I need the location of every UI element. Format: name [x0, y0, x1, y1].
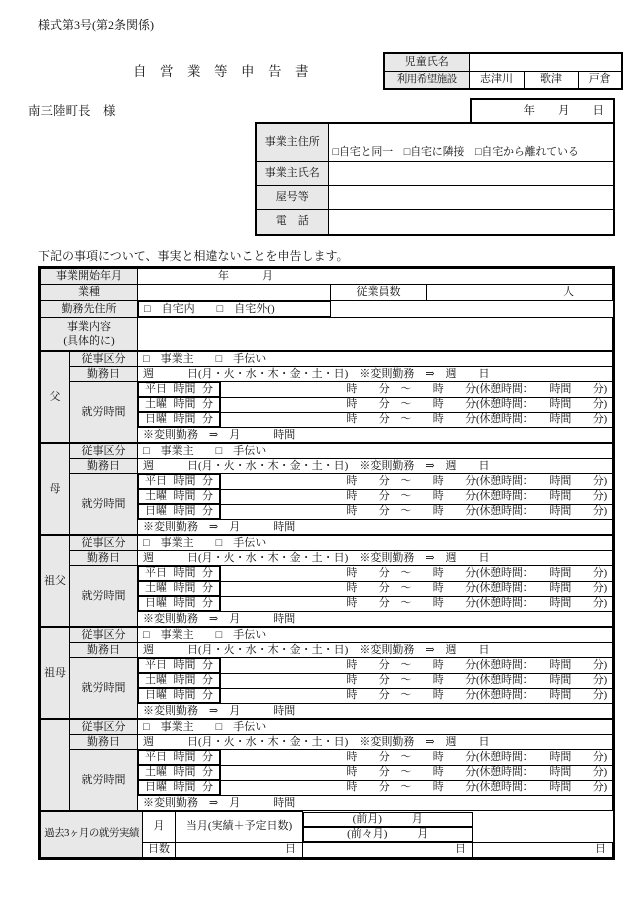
- hours-label: 就労時間: [70, 750, 138, 811]
- business-start-value: 年 月: [138, 269, 613, 285]
- member-name: 祖母: [41, 628, 70, 719]
- shop-name-value: [328, 185, 614, 209]
- weekday-time-detail: 時 分 ～ 時 分(休憩時間： 時間 分): [221, 566, 613, 582]
- workdays-value: 週 日(月・火・水・木・金・土・日) ※変則勤務 ⇒ 週 日: [138, 551, 613, 566]
- facility-option-utatsu: 歌津: [524, 71, 578, 89]
- irregular-note: ※変則勤務 ⇒ 月 時間: [138, 796, 613, 811]
- employees-label: 従業員数: [331, 285, 427, 301]
- child-name-value: [469, 53, 622, 71]
- member-name: 母: [41, 444, 70, 535]
- member-section-grandfather: [40, 535, 613, 627]
- history-current-days: 日: [176, 842, 303, 857]
- saturday-time-detail: 時 分 ～ 時 分(休憩時間： 時間 分): [221, 765, 613, 780]
- history-month-head: 月: [143, 812, 176, 843]
- workdays-label: 勤務日: [70, 367, 138, 382]
- sunday-hours-cell: 日曜 時間 分: [138, 504, 220, 519]
- history-current-label: 当月(実績＋予定日数): [176, 812, 303, 843]
- member-name: 父: [41, 352, 70, 443]
- weekday-time-detail: 時 分 ～ 時 分(休憩時間： 時間 分): [221, 750, 613, 766]
- sunday-hours-cell: 日曜 時間 分: [138, 596, 220, 611]
- saturday-time-detail: 時 分 ～ 時 分(休憩時間： 時間 分): [221, 489, 613, 504]
- facility-option-shizugawa: 志津川: [469, 71, 524, 89]
- phone-value: [328, 209, 614, 235]
- saturday-hours-cell: 土曜 時間 分: [138, 489, 220, 504]
- weekday-hours-cell: 平日 時間 分: [138, 658, 220, 673]
- facility-label: 利用希望施設: [384, 71, 469, 89]
- employees-count-cell: 人: [427, 285, 613, 301]
- business-detail-label: 事業内容 (具体的に): [41, 318, 138, 351]
- irregular-note: ※変則勤務 ⇒ 月 時間: [138, 428, 613, 443]
- sunday-hours-cell: 日曜 時間 分: [138, 688, 220, 703]
- saturday-time-detail: 時 分 ～ 時 分(休憩時間： 時間 分): [221, 397, 613, 412]
- workdays-label: 勤務日: [70, 459, 138, 474]
- business-section: [40, 268, 613, 351]
- hours-label: 就労時間: [70, 658, 138, 719]
- workdays-value: 週 日(月・火・水・木・金・土・日) ※変則勤務 ⇒ 週 日: [138, 367, 613, 382]
- saturday-time-detail: 時 分 ～ 時 分(休憩時間： 時間 分): [221, 673, 613, 688]
- saturday-hours-cell: 土曜 時間 分: [138, 581, 220, 596]
- category-options: □ 事業主 □ 手伝い: [138, 628, 613, 643]
- workdays-label: 勤務日: [70, 735, 138, 750]
- shop-name-label: 屋号等: [256, 185, 328, 209]
- phone-label: 電 話: [256, 209, 328, 235]
- hours-label: 就労時間: [70, 566, 138, 627]
- workdays-label: 勤務日: [70, 551, 138, 566]
- workdays-value: 週 日(月・火・水・木・金・土・日) ※変則勤務 ⇒ 週 日: [138, 643, 613, 658]
- category-options: □ 事業主 □ 手伝い: [138, 536, 613, 551]
- saturday-time-detail: 時 分 ～ 時 分(休憩時間： 時間 分): [221, 581, 613, 596]
- sunday-time-detail: 時 分 ～ 時 分(休憩時間： 時間 分): [221, 596, 613, 612]
- saturday-hours-cell: 土曜 時間 分: [138, 673, 220, 688]
- workplace-options: □ 自宅内 □ 自宅外(: [144, 302, 271, 315]
- saturday-hours-cell: 土曜 時間 分: [138, 397, 220, 412]
- category-options: □ 事業主 □ 手伝い: [138, 444, 613, 459]
- workplace-close-paren: ): [270, 302, 275, 315]
- history-label: 過去3ヶ月の就労実績: [41, 812, 143, 858]
- hours-label: 就労時間: [70, 474, 138, 535]
- weekday-hours-cell: 平日 時間 分: [138, 382, 220, 397]
- member-section-grandmother: [40, 627, 613, 719]
- category-label: 従事区分: [70, 628, 138, 643]
- history-prev2-label-cell: (前々月) 月: [303, 827, 473, 842]
- workdays-value: 週 日(月・火・水・木・金・土・日) ※変則勤務 ⇒ 週 日: [138, 459, 613, 474]
- sunday-time-detail: 時 分 ～ 時 分(休憩時間： 時間 分): [221, 780, 613, 796]
- history-section: [40, 811, 613, 858]
- sunday-time-detail: 時 分 ～ 時 分(休憩時間： 時間 分): [221, 688, 613, 704]
- owner-info-table: [255, 122, 615, 236]
- category-label: 従事区分: [70, 536, 138, 551]
- category-label: 従事区分: [70, 720, 138, 735]
- owner-name-value: [328, 161, 614, 185]
- history-prev2-days: 日: [473, 842, 613, 857]
- irregular-note: ※変則勤務 ⇒ 月 時間: [138, 612, 613, 627]
- category-label: 従事区分: [70, 352, 138, 367]
- member-section-other: [40, 719, 613, 811]
- member-name: 祖父: [41, 536, 70, 627]
- weekday-time-detail: 時 分 ～ 時 分(休憩時間： 時間 分): [221, 658, 613, 674]
- declaration-text: 下記の事項について、事実と相違ないことを申告します。: [38, 249, 349, 263]
- category-options: □ 事業主 □ 手伝い: [138, 352, 613, 367]
- business-detail-value: [138, 318, 613, 351]
- weekday-time-detail: 時 分 ～ 時 分(休憩時間： 時間 分): [221, 382, 613, 398]
- irregular-note: ※変則勤務 ⇒ 月 時間: [138, 520, 613, 535]
- category-options: □ 事業主 □ 手伝い: [138, 720, 613, 735]
- member-section-mother: [40, 443, 613, 535]
- weekday-time-detail: 時 分 ～ 時 分(休憩時間： 時間 分): [221, 474, 613, 490]
- category-label: 従事区分: [70, 444, 138, 459]
- form-number: 様式第3号(第2条関係): [38, 18, 154, 32]
- owner-address-options: □自宅と同一 □自宅に隣接 □自宅から離れている: [328, 123, 614, 161]
- member-section-father: [40, 351, 613, 443]
- history-days-head: 日数: [143, 842, 176, 857]
- facility-option-togura: 戸倉: [578, 71, 622, 89]
- child-info-table: [383, 52, 623, 90]
- main-declaration-table: [38, 266, 615, 860]
- workdays-label: 勤務日: [70, 643, 138, 658]
- business-start-label: 事業開始年月: [41, 269, 138, 285]
- owner-name-label: 事業主氏名: [256, 161, 328, 185]
- workplace-label: 勤務先住所: [41, 301, 138, 318]
- sunday-time-detail: 時 分 ～ 時 分(休憩時間： 時間 分): [221, 412, 613, 428]
- date-box: 年 月 日: [470, 98, 615, 124]
- hours-label: 就労時間: [70, 382, 138, 443]
- sunday-hours-cell: 日曜 時間 分: [138, 412, 220, 427]
- workplace-options-cell: [138, 301, 331, 317]
- weekday-hours-cell: 平日 時間 分: [138, 750, 220, 765]
- history-prev-label-cell: (前月) 月: [303, 812, 473, 827]
- weekday-hours-cell: 平日 時間 分: [138, 474, 220, 489]
- addressee: 南三陸町長 様: [28, 104, 116, 118]
- irregular-note: ※変則勤務 ⇒ 月 時間: [138, 704, 613, 719]
- saturday-hours-cell: 土曜 時間 分: [138, 765, 220, 780]
- industry-label: 業種: [41, 285, 138, 301]
- member-name: [41, 720, 70, 811]
- form-title: 自 営 業 等 申 告 書: [133, 64, 309, 79]
- sunday-time-detail: 時 分 ～ 時 分(休憩時間： 時間 分): [221, 504, 613, 520]
- history-prev-days: 日: [303, 842, 473, 857]
- child-name-label: 児童氏名: [384, 53, 469, 71]
- owner-address-label: 事業主住所: [256, 123, 328, 161]
- industry-value: [138, 285, 331, 301]
- workdays-value: 週 日(月・火・水・木・金・土・日) ※変則勤務 ⇒ 週 日: [138, 735, 613, 750]
- weekday-hours-cell: 平日 時間 分: [138, 566, 220, 581]
- sunday-hours-cell: 日曜 時間 分: [138, 780, 220, 795]
